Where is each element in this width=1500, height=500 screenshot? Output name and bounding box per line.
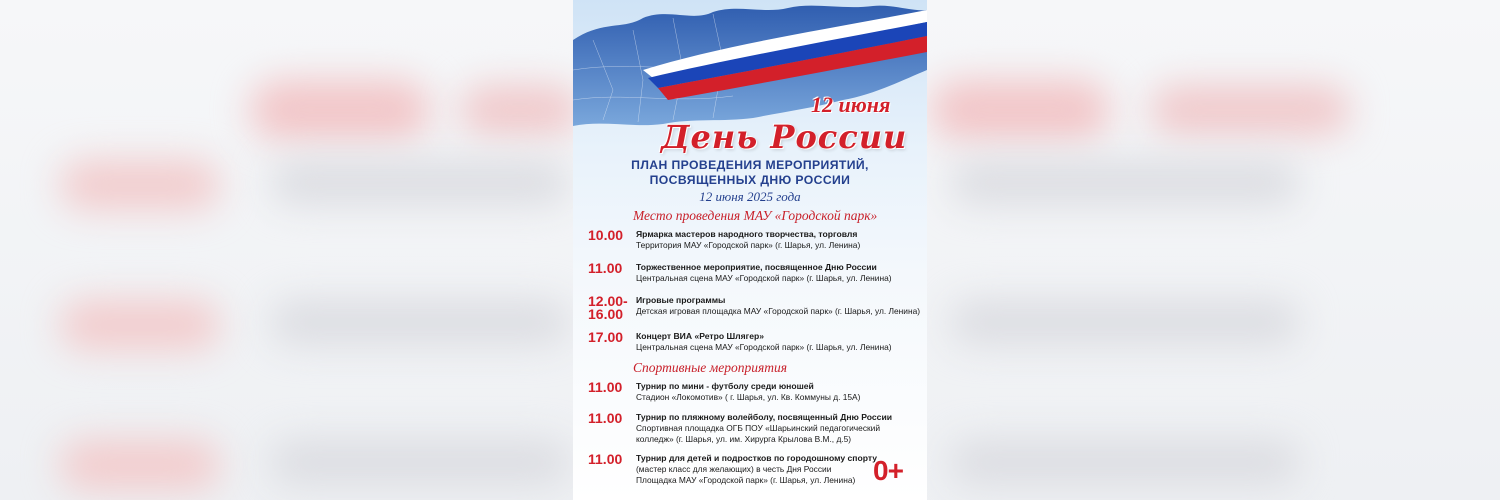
section-sport: Спортивные мероприятия bbox=[633, 360, 788, 375]
section-venue: Место проведения МАУ «Городской парк» bbox=[633, 208, 878, 223]
event-time: 11.00 bbox=[588, 379, 623, 395]
event-time: 12.00- bbox=[588, 293, 628, 309]
event-place: Детская игровая площадка МАУ «Городской парк» (г. Шарья, ул. Ленина) bbox=[636, 306, 921, 316]
event-place: Спортивная площадка ОГБ ПОУ «Шарьинский педагогический bbox=[636, 423, 881, 433]
event-title: Турнир для детей и подростков по городошному спорту bbox=[636, 453, 878, 463]
event-title: Концерт ВИА «Ретро Шлягер» bbox=[636, 331, 765, 341]
subtitle-line-2: ПОСВЯЩЕННЫХ ДНЮ РОССИИ bbox=[649, 173, 851, 187]
event-title: Ярмарка мастеров народного творчества, торговля bbox=[636, 229, 858, 239]
event-time: 11.00 bbox=[588, 260, 623, 276]
event-place: Центральная сцена МАУ «Городской парк» (г. Шарья, ул. Ленина) bbox=[636, 273, 892, 283]
plan-subtitle bbox=[573, 158, 927, 188]
event-title: Игровые программы bbox=[636, 295, 726, 305]
event-place-line-2: Площадка МАУ «Городской парк» (г. Шарья, ул. Ленина) bbox=[636, 475, 856, 485]
poster bbox=[573, 0, 927, 500]
date-heading: 12 июня bbox=[811, 92, 891, 117]
event-time: 11.00 bbox=[588, 451, 623, 467]
event-place: Центральная сцена МАУ «Городской парк» (г. Шарья, ул. Ленина) bbox=[636, 342, 892, 352]
event-time: 11.00 bbox=[588, 410, 623, 426]
event-time-end: 16.00 bbox=[588, 306, 624, 322]
event-time: 10.00 bbox=[588, 227, 624, 243]
event-title: Турнир по пляжному волейболу, посвященный Дню России bbox=[636, 412, 893, 422]
event-place: (мастер класс для желающих) в честь Дня России bbox=[636, 464, 832, 474]
page-title: День России bbox=[661, 118, 908, 156]
subtitle-line-1: ПЛАН ПРОВЕДЕНИЯ МЕРОПРИЯТИЙ, bbox=[631, 158, 869, 172]
event-title: Турнир по мини - футболу среди юношей bbox=[636, 381, 814, 391]
event-place-line-2: колледж» (г. Шарья, ул. им. Хирурга Крылова В.М., д.5) bbox=[636, 434, 852, 444]
event-title: Торжественное мероприятие, посвященное Дню России bbox=[636, 262, 877, 272]
age-rating-badge: 0+ bbox=[873, 455, 903, 486]
event-place: Территория МАУ «Городской парк» (г. Шарья, ул. Ленина) bbox=[636, 240, 861, 250]
event-place: Стадион «Локомотив» ( г. Шарья, ул. Кв. Коммуны д. 15А) bbox=[636, 392, 861, 402]
event-date: 12 июня 2025 года bbox=[699, 189, 801, 204]
event-time: 17.00 bbox=[588, 329, 624, 345]
